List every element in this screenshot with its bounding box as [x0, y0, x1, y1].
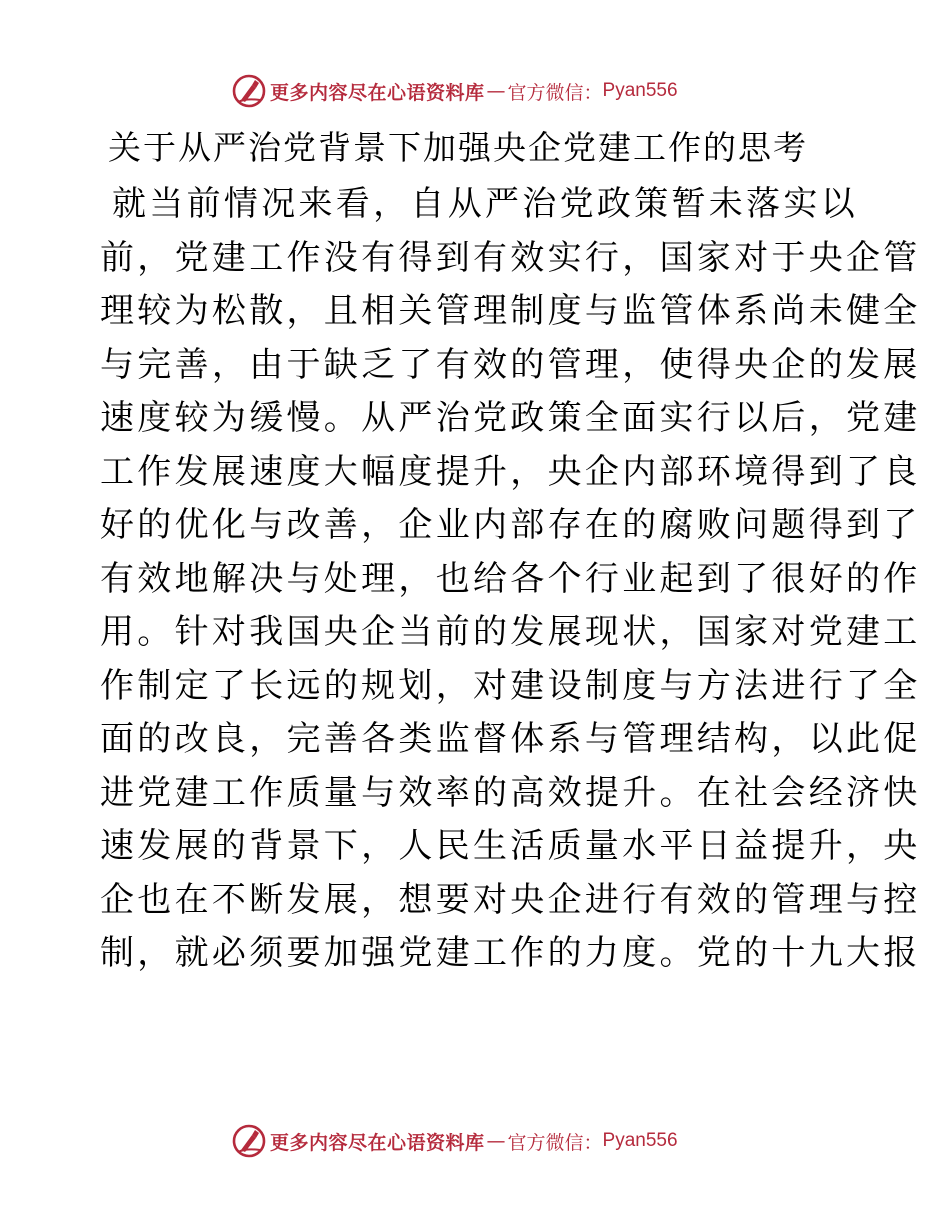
body-line: 好的优化与改善，企业内部存在的腐败问题得到了	[100, 505, 921, 545]
body-line: 理较为松散，且相关管理制度与监管体系尚未健全	[100, 291, 921, 331]
body-line: 有效地解决与处理，也给各个行业起到了很好的作	[100, 558, 921, 599]
body-line: 就当前情况来看，自从严治党政策暂未落实以	[112, 184, 858, 224]
body-line: 前，党建工作没有得到有效实行，国家对于央企管	[100, 237, 921, 278]
banner-separator: —	[486, 80, 506, 102]
banner-separator: —	[486, 1130, 506, 1152]
body-line: 与完善，由于缺乏了有效的管理，使得央企的发展	[100, 344, 921, 385]
body-line: 速发展的背景下，人民生活质量水平日益提升，央	[100, 826, 921, 866]
banner-wechat-label: 官方微信：	[507, 81, 603, 104]
header-watermark-banner	[232, 71, 678, 111]
body-line: 工作发展速度大幅度提升，央企内部环境得到了良	[100, 451, 921, 492]
banner-slogan: 更多内容尽在心语资料库	[270, 1131, 485, 1154]
body-line: 用。针对我国央企当前的发展现状，国家对党建工	[100, 612, 921, 652]
document-title: 关于从严治党背景下加强央企党建工作的思考	[108, 128, 808, 167]
body-line: 作制定了长远的规划，对建设制度与方法进行了全	[100, 665, 921, 706]
body-line: 面的改良，完善各类监督体系与管理结构，以此促	[100, 719, 921, 759]
body-line: 制，就必须要加强党建工作的力度。党的十九大报	[100, 933, 921, 973]
banner-wechat-label: 官方微信：	[507, 1131, 603, 1154]
banner-slogan: 更多内容尽在心语资料库	[270, 81, 485, 104]
pen-logo-icon	[232, 1124, 266, 1158]
document-body	[100, 178, 921, 981]
body-line: 企也在不断发展，想要对央企进行有效的管理与控	[100, 879, 921, 920]
footer-watermark-banner	[232, 1121, 678, 1161]
pen-logo-icon	[232, 74, 266, 108]
banner-wechat-id: Pyan556	[602, 80, 678, 101]
banner-wechat-id: Pyan556	[602, 1130, 678, 1151]
body-line: 进党建工作质量与效率的高效提升。在社会经济快	[100, 772, 921, 813]
body-line: 速度较为缓慢。从严治党政策全面实行以后，党建	[100, 398, 921, 438]
